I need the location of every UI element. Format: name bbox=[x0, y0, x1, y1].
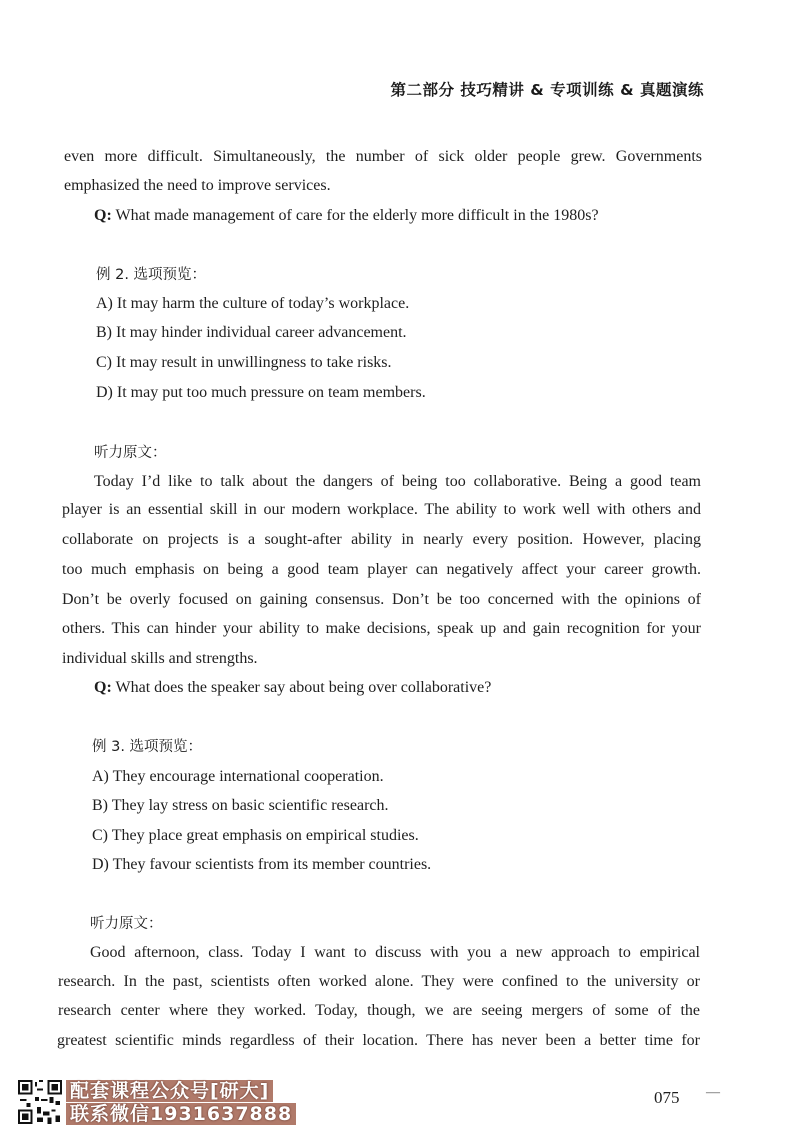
example-title: 例 3. 选项预览： bbox=[92, 739, 203, 755]
body-line: Good afternoon, class. Today I want to discuss with you a new approach to empirical bbox=[90, 944, 700, 961]
question-text: What made management of care for the elderly more difficult in the 1980s? bbox=[111, 207, 599, 224]
body-line: emphasized the need to improve services. bbox=[64, 177, 331, 194]
body-line: research. In the past, scientists often worked alone. They were confined to the university or bbox=[58, 973, 700, 990]
body-line: individual skills and strengths. bbox=[62, 650, 258, 667]
body-line: collaborate on projects is a sought-after ability in nearly every position. However, placing bbox=[62, 531, 701, 548]
option-d: D) They favour scientists from its member countries. bbox=[92, 856, 432, 873]
promo-line-1: 配套课程公众号[研大] bbox=[66, 1080, 273, 1102]
body-line: Don’t be overly focused on gaining consensus. Don’t be too concerned with the opinions of bbox=[62, 591, 701, 608]
option-c: C) It may result in unwillingness to take risks. bbox=[96, 354, 392, 371]
page-number: 075 bbox=[654, 1088, 680, 1107]
option-b: B) It may hinder individual career advancement. bbox=[96, 324, 407, 341]
body-line: greatest scientific minds regardless of their location. There has never been a better time for bbox=[57, 1032, 700, 1049]
script-title: 听力原文： bbox=[94, 445, 167, 461]
body-line: others. This can hinder your ability to make decisions, speak up and gain recognition for your bbox=[62, 620, 701, 637]
body-line: even more difficult. Simultaneously, the number of sick older people grew. Governments bbox=[64, 148, 702, 165]
page-number-dash: — bbox=[706, 1085, 720, 1100]
body-line: too much emphasis on being a good team player can negatively affect your career growth. bbox=[62, 561, 701, 578]
promo-watermark bbox=[18, 1080, 318, 1130]
body-line: research center where they worked. Today, though, we are seeing mergers of some of the bbox=[58, 1002, 700, 1019]
option-b: B) They lay stress on basic scientific research. bbox=[92, 797, 389, 814]
qr-code-icon bbox=[18, 1080, 62, 1124]
promo-line-2: 联系微信1931637888 bbox=[66, 1103, 296, 1125]
example-title: 例 2. 选项预览： bbox=[96, 267, 207, 283]
option-d: D) It may put too much pressure on team members. bbox=[96, 384, 426, 401]
question-line bbox=[94, 678, 701, 698]
option-c: C) They place great emphasis on empirical studies. bbox=[92, 827, 419, 844]
question-label: Q: bbox=[94, 207, 112, 224]
option-a: A) It may harm the culture of today’s workplace. bbox=[96, 295, 410, 312]
option-a: A) They encourage international cooperation. bbox=[92, 768, 384, 785]
running-header: 第二部分 技巧精讲 & 专项训练 & 真题演练 bbox=[390, 81, 704, 99]
body-line: player is an essential skill in our modern workplace. The ability to work well with others and bbox=[62, 501, 701, 518]
script-title: 听力原文： bbox=[90, 916, 163, 932]
question-label: Q: bbox=[94, 679, 112, 696]
body-line: Today I’d like to talk about the dangers of being too collaborative. Being a good team bbox=[94, 473, 701, 490]
question-text: What does the speaker say about being over collaborative? bbox=[111, 679, 492, 696]
question-line bbox=[94, 206, 701, 226]
